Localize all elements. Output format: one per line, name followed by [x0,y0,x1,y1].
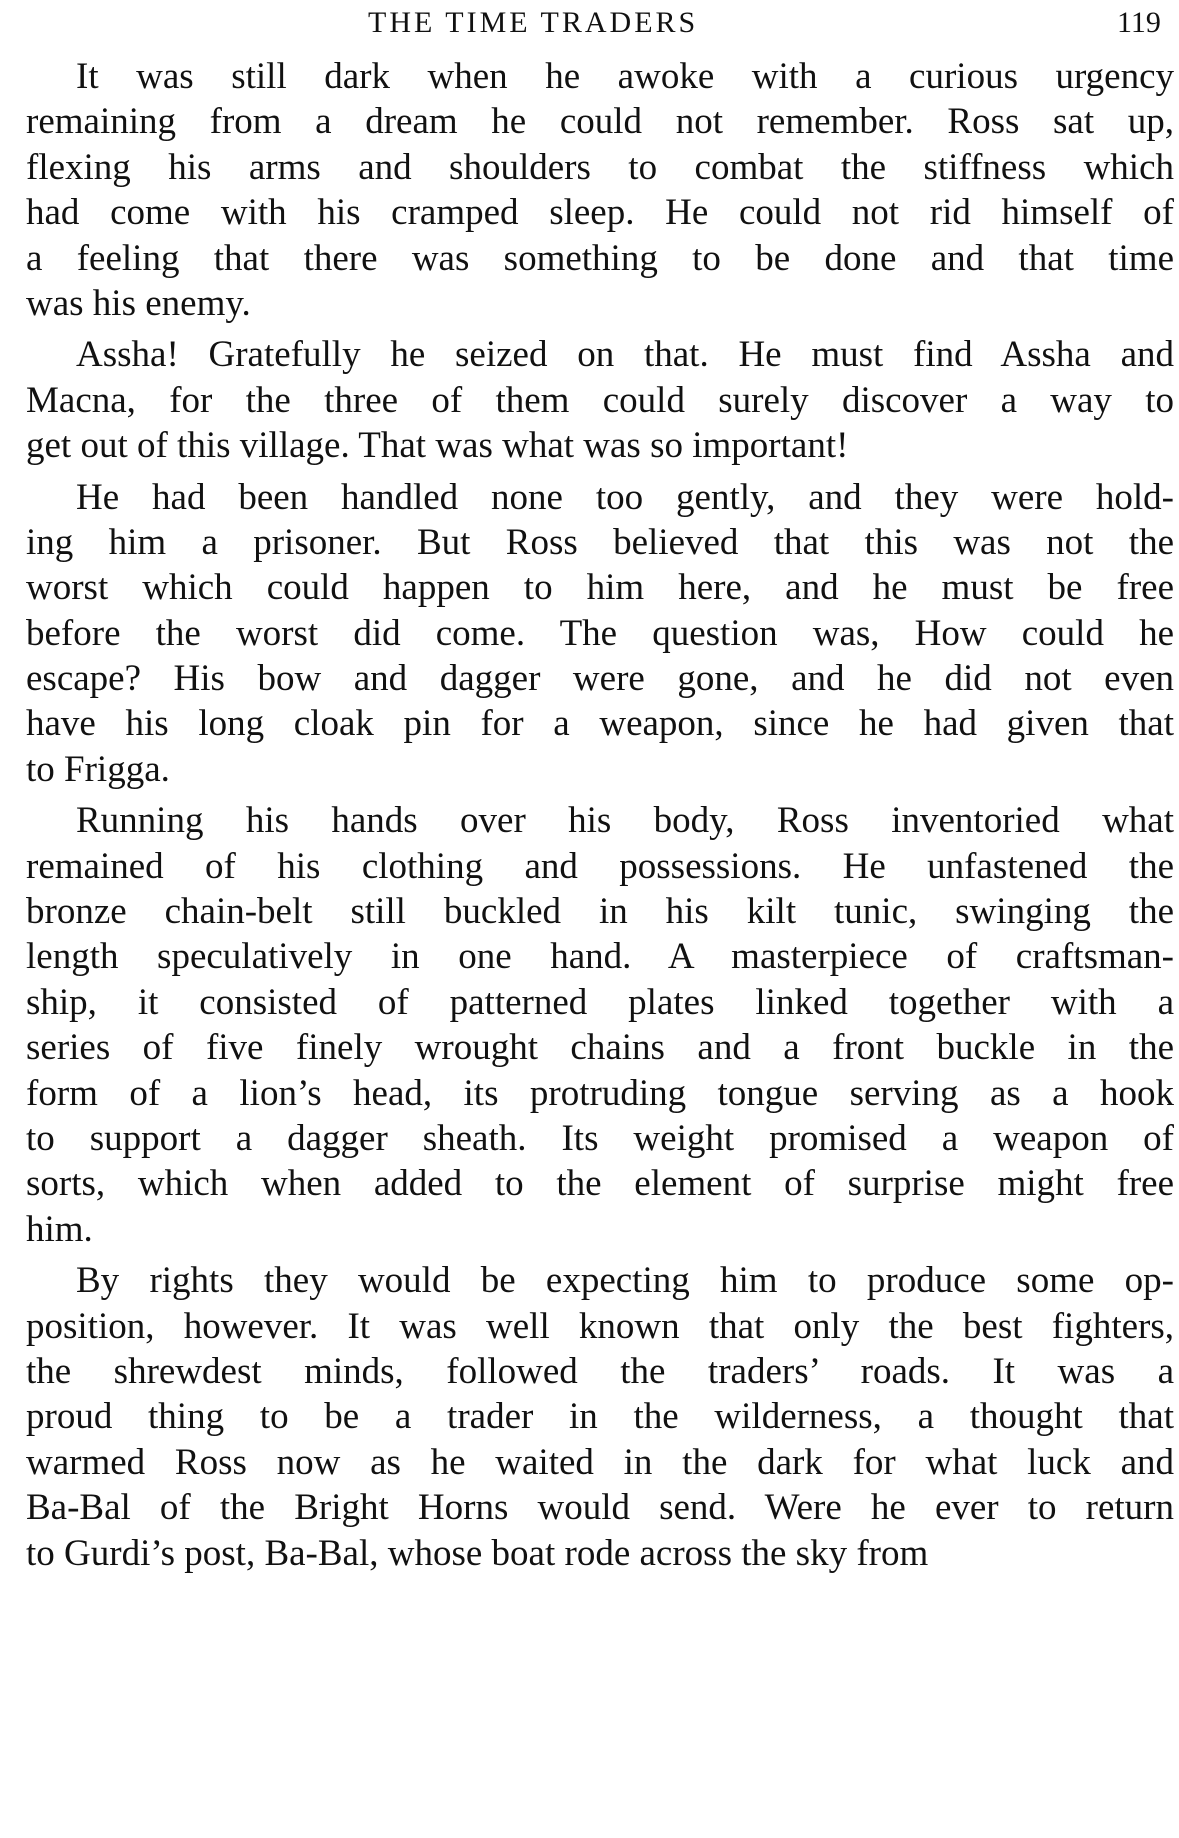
paragraph [26,1258,1174,1576]
text-line: Macna, for the three of them could surely discover a way to [26,379,1174,421]
text-line: series of five finely wrought chains and a front buckle in the [26,1027,1174,1069]
text-line: Ba-Bal of the Bright Horns would send. Were he ever to return [26,1487,1174,1529]
text-line: position, however. It was well known that only the best fighters, [26,1305,1174,1347]
text-line: warmed Ross now as he waited in the dark for what luck and [26,1441,1174,1483]
paragraph [26,798,1174,1252]
paragraph [26,54,1174,326]
text-line: escape? His bow and dagger were gone, and he did not even [26,658,1174,700]
text-line: ship, it consisted of patterned plates linked together with a [26,981,1174,1023]
text-line: remained of his clothing and possessions. He unfastened the [26,845,1174,887]
text-line: He had been handled none too gently, and they were hold- [76,476,1174,518]
page-number: 119 [1117,6,1161,39]
text-line: remaining from a dream he could not remember. Ross sat up, [26,101,1174,143]
running-head [0,6,1179,40]
text-line: have his long cloak pin for a weapon, since he had given that [26,703,1174,745]
text-line: sorts, which when added to the element of surprise might free [26,1163,1174,1205]
text-line: had come with his cramped sleep. He could not rid himself of [26,192,1174,234]
text-line: was his enemy. [26,282,251,324]
text-line: the shrewdest minds, followed the traders’ roads. It was a [26,1350,1174,1392]
text-line: before the worst did come. The question was, How could he [26,612,1174,654]
text-line: bronze chain-belt still buckled in his kilt tunic, swinging the [26,891,1174,933]
text-line: length speculatively in one hand. A masterpiece of craftsman- [26,936,1174,978]
text-line: to support a dagger sheath. Its weight promised a weapon of [26,1117,1174,1159]
text-line: ing him a prisoner. But Ross believed that this was not the [26,521,1174,563]
text-line: proud thing to be a trader in the wilderness, a thought that [26,1396,1174,1438]
body-text [26,54,1174,1582]
text-line: Assha! Gratefully he seized on that. He must find Assha and [76,334,1174,376]
paragraph [26,475,1174,793]
paragraph [26,332,1174,468]
text-line: to Frigga. [26,748,170,790]
text-line: It was still dark when he awoke with a curious urgency [76,56,1174,97]
text-line: flexing his arms and shoulders to combat the stiffness which [26,146,1174,188]
text-line: a feeling that there was something to be done and that time [26,237,1174,279]
text-line: Running his hands over his body, Ross inventoried what [76,800,1174,842]
text-line: form of a lion’s head, its protruding tongue serving as a hook [26,1072,1174,1114]
text-line: to Gurdi’s post, Ba-Bal, whose boat rode across the sky from [26,1532,929,1574]
text-line: By rights they would be expecting him to produce some op- [76,1260,1174,1302]
text-line: get out of this village. That was what was so important! [26,425,849,467]
text-line: him. [26,1208,93,1250]
text-line: worst which could happen to him here, and he must be free [26,567,1174,609]
running-title: THE TIME TRADERS [368,6,699,39]
